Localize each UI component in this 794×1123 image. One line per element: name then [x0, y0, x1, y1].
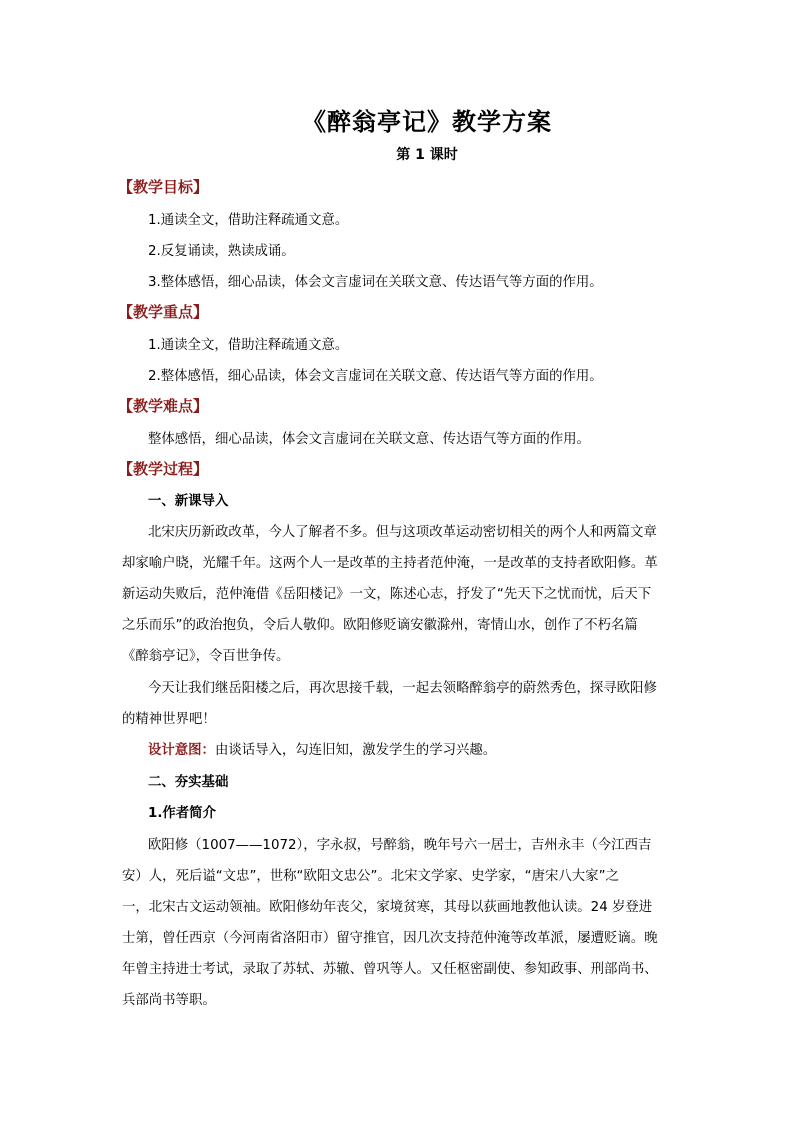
section-heading-goals: 【教学目标】 [118, 178, 209, 196]
goal-item: 2.反复诵读，熟读成诵。 [148, 244, 295, 259]
paragraph-line: 的精神世界吧！ [122, 712, 216, 727]
goal-item: 1.通读全文，借助注释疏通文意。 [148, 213, 349, 228]
part1-title: 一、新课导入 [148, 494, 229, 509]
paragraph-line: 《醉翁亭记》，令百世争传。 [122, 649, 290, 664]
paragraph-line: 兵部尚书等职。 [122, 993, 216, 1008]
design-intent [148, 739, 496, 758]
part2-subtitle: 1.作者简介 [148, 806, 216, 821]
key-point-item: 2.整体感悟，细心品读，体会文言虚词在关联文意、传达语气等方面的作用。 [148, 369, 603, 384]
design-intent-text: 由谈话导入，勾连旧知，激发学生的学习兴趣。 [214, 743, 497, 758]
paragraph-line: 今天让我们继岳阳楼之后，再次思接千载，一起去领略醉翁亭的蔚然秀色，探寻欧阳修 [148, 681, 657, 696]
document-title: 《醉翁亭记》教学方案 [302, 107, 552, 136]
key-point-item: 1.通读全文，借助注释疏通文意。 [148, 338, 349, 353]
paragraph-line: 之乐而乐”的政治抱负，令后人敬仰。欧阳修贬谪安徽滁州，寄情山水，创作了不朽名篇 [122, 618, 638, 633]
lesson-number: 第 1 课时 [396, 147, 458, 163]
goal-item: 3.整体感悟，细心品读，体会文言虚词在关联文意、传达语气等方面的作用。 [148, 275, 603, 290]
design-intent-label: 设计意图： [148, 743, 215, 758]
paragraph-line: 一，北宋古文运动领袖。欧阳修幼年丧父，家境贫寒，其母以荻画地教他认读。24 岁登进 [122, 900, 653, 915]
paragraph-line: 年曾主持进士考试，录取了苏轼、苏辙、曾巩等人。又任枢密副使、参知政事、刑部尚书、 [122, 962, 658, 977]
paragraph-line: 北宋庆历新政改革，今人了解者不多。但与这项改革运动密切相关的两个人和两篇文章 [148, 525, 657, 540]
part2-title: 二、夯实基础 [148, 775, 229, 790]
section-heading-process: 【教学过程】 [118, 460, 209, 478]
section-heading-key-points: 【教学重点】 [118, 303, 209, 321]
paragraph-line: 欧阳修（1007——1072），字永叔，号醉翁，晚年号六一居士，吉州永丰（今江西吉 [148, 838, 652, 853]
paragraph-line: 新运动失败后，范仲淹借《岳阳楼记》一文，陈述心志，抒发了“先天下之忧而忧，后天下 [122, 587, 652, 602]
paragraph-line: 安）人，死后谥“文忠”，世称“欧阳文忠公”。北宋文学家、史学家，“唐宋八大家”之 [122, 869, 619, 884]
section-heading-difficulties: 【教学难点】 [118, 397, 209, 415]
difficulty-text: 整体感悟，细心品读，体会文言虚词在关联文意、传达语气等方面的作用。 [148, 432, 590, 447]
paragraph-line: 士第，曾任西京（今河南省洛阳市）留守推官，因几次支持范仲淹等改革派，屡遭贬谪。晚 [122, 931, 658, 946]
paragraph-line: 却家喻户晓，光耀千年。这两个人一是改革的主持者范仲淹，一是改革的支持者欧阳修。革 [122, 556, 658, 571]
